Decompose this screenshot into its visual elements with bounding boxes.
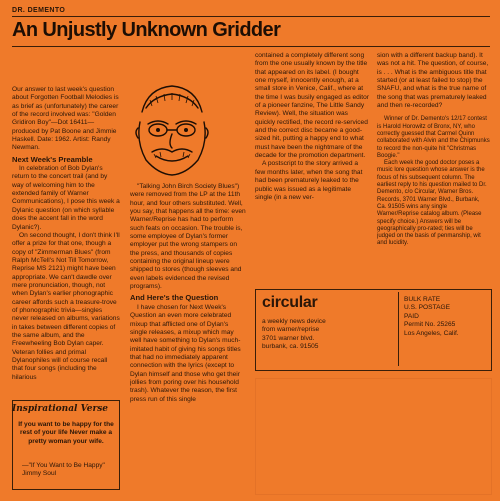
column-4: [377, 52, 490, 284]
dr-demento-portrait-illustration: [130, 82, 214, 178]
preamble-paragraph-2: On second thought, I don't think I'll offer a prize for that one, though a copy of "Zimmerman Blues" (from Ralph McTell's Not Till Tomorrow, Reprise MS 2121) might have been appropriate. We can't dawdle over mere pronunciation, though, not when Dylan's earlier phonographic career affords such a treasure-trove of phonographic trivia—singles never released on albums, variations in takes between different copies of the same album, and the Freewheeling Bob Dylan caper. Veteran follies and primal Dylanophiles will of course recall that four songs (including the hilarious: [12, 231, 120, 381]
column-header: DR. DEMENTO: [12, 7, 66, 14]
column-4-paragraph-1: sion with a different backup band). It was not a hit. The question, of course, is . . . What is the ambiguous title that started (or at least failed to stop) the SNAFU, and what is the true name of the song that was prematurely leaked and then re-recorded?: [377, 52, 489, 110]
mailer-city: burbank, ca. 91505: [262, 343, 319, 351]
postage-indicia: [404, 296, 484, 338]
mailer-from: from warner/reprise: [262, 326, 320, 334]
postage-divider: [398, 292, 399, 366]
subhead-question: And Here's the Question: [130, 293, 219, 303]
page-title: An Unjustly Unknown Gridder: [12, 19, 281, 41]
postage-line-2: U.S. POSTAGE: [404, 304, 451, 312]
mailer-street: 3701 warner blvd.: [262, 334, 315, 342]
preamble-paragraph-1: In celebration of Bob Dylan's return to the concert trail (and by way of welcoming him to the extended family of Warner Communications), I pose this week a Dylanic question (on which syllable does the accent fall in the word Dylanic?).: [12, 165, 120, 231]
circular-logo: circular: [262, 294, 318, 311]
verse-title: Inspirational Verse: [12, 404, 109, 414]
column-2-paragraph-2: I have chosen for Next Week's Question an even more celebrated mixup that afflicted one of Dylan's single releases, a mixup which may well have something to Dylan's much-imitated habit of giving his songs titles that had no immediately apparent connection with the lyrics (except to Dylan himself and those who get their jollies from poring over his household trash). Whatever the reason, the first press run of this single: [130, 303, 241, 403]
column-3: [255, 52, 369, 284]
postage-line-1: BULK RATE: [404, 296, 441, 303]
verse-text: If you want to be happy for the rest of your life Never make a pretty woman your wife.: [18, 421, 114, 445]
intro-paragraph: Our answer to last week's question about Forgotten Football Melodies is as brief as (unfortunately) the career of the record involved was: "Golden Gridiron Boy"—Dot 16411—produced by Pat Boone and Jimmie Haskell. Date: 1962. Artist: Randy Newman.: [12, 86, 119, 152]
return-address: [262, 318, 326, 352]
verse-credit: —"If You Want to Be Happy" Jimmy Soul: [22, 462, 105, 478]
column-2-paragraph-1: "Talking John Birch Society Blues") were removed from the LP at the 11th hour, and four others substituted. Well, you say, that happens all the time: even Warner/Reprise has had to perform such feats on occasion. The trouble is, some employee of Dylan's former employer put the wrong stampers on the press, and thousands of copies containing the original lineup were shipped to stores (though sleeves and even labels evidenced the revised programs).: [130, 183, 246, 291]
postage-line-3: PAID: [404, 312, 419, 320]
postage-line-5: Los Angeles, Calif.: [404, 329, 459, 337]
address-label-area: [255, 378, 492, 495]
column-2: [130, 183, 246, 489]
top-rule: [12, 16, 490, 17]
contest-rules-paragraph: Each week the good doctor poses a music lore question whose answer is the focus of his subsequent column. The earliest reply to his question mailed to Dr. Demento, c/o Circular, Warner Bros. Records, 3701 Warner Blvd., Burbank, Ca. 91505 wins any single Warner/Reprise catalog album. (Please specify choice.) Answers will be geographically pro-rated; ties will be judged on the basis of penmanship, wit and lucidity.: [377, 160, 487, 247]
mailer-tagline: a weekly news device: [262, 318, 326, 325]
column-3-paragraph-1: contained a completely different song from the one usually known by the title that appeared on its label. (I bought one myself, innocently enough, at a small store in Venice, Calif., where at the time I was busily engaged as editor of a pioneer fanzine, The Little Sandy Review). Well, the situation was quickly rectified, the record re-serviced and the correct disc became a good-sized hit, putting a happy end to what must have been the nightmare of the decade for the promotion department.: [255, 52, 369, 160]
postage-line-4: Permit No. 25265: [404, 321, 456, 329]
subhead-preamble: Next Week's Preamble: [12, 154, 93, 164]
title-rule: [12, 46, 490, 47]
column-3-paragraph-2: A postscript to the story arrived a few months later, when the song that had been prematurely leaked to the public was issued as a legitimate single (in a new ver-: [255, 160, 363, 201]
winner-paragraph: Winner of Dr. Demento's 12/17 contest is Harold Horowitz of Bronx, NY, who correctly guessed that Carmel Quinn collaborated with Alvin and the Chipmunks to record the non-quite hit "Christmas Boogie.": [377, 116, 490, 159]
column-1: [12, 86, 120, 396]
